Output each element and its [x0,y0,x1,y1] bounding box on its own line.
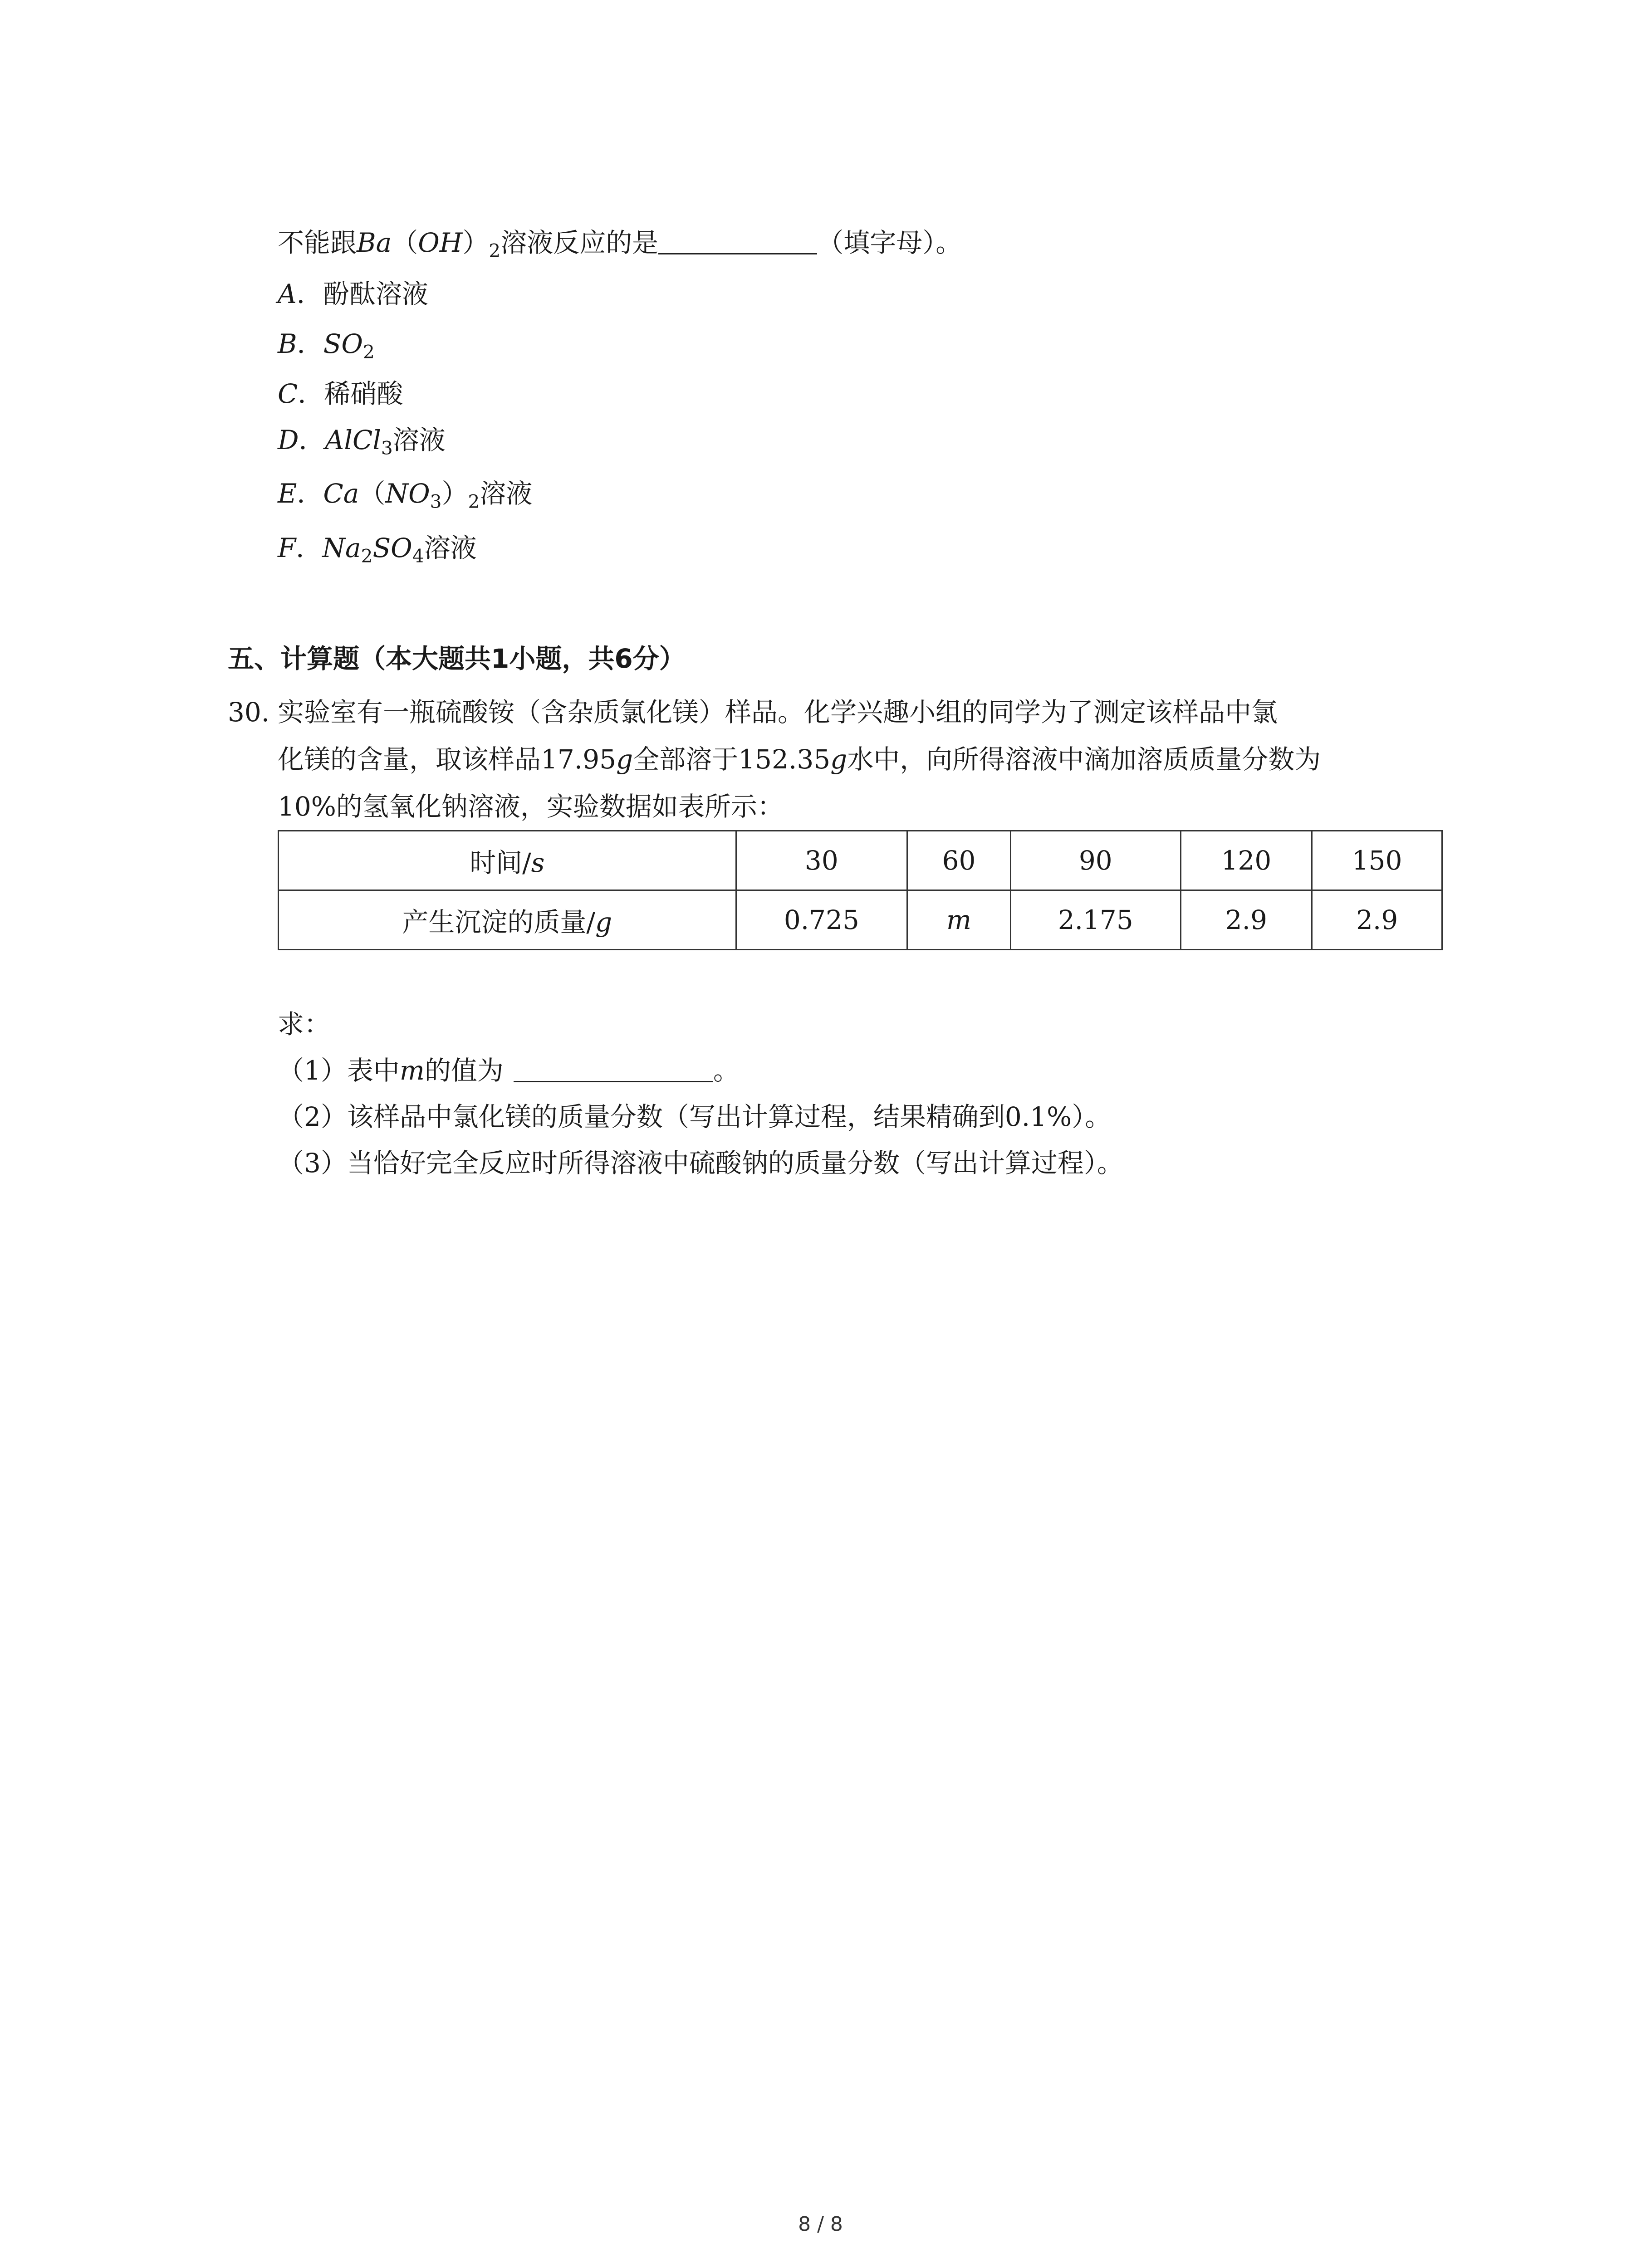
formula-ba: Ba [357,227,392,258]
table-cell: 2.175 [1010,890,1181,950]
answer-blank[interactable] [658,230,817,254]
subscript: 2 [361,545,373,567]
table-cell: 120 [1181,831,1312,890]
answer-blank[interactable] [514,1057,713,1082]
formula-alcl: AlCl [325,425,381,455]
option-text: 稀硝酸 [324,378,403,409]
formula-so: SO [372,533,412,563]
sub-question-text: 的值为 [424,1055,504,1086]
paren-left: （ [392,227,418,258]
sub-question-2: （2）该样品中氯化镁的质量分数（写出计算过程，结果精确到0.1%）。 [278,1101,1112,1132]
question-number: 30. [228,697,270,728]
unit-g: g [595,907,612,938]
option-c [278,376,403,412]
table-cell: 30 [736,831,907,890]
paren-right: ） [462,227,489,258]
subscript: 4 [412,545,424,567]
sub-question-1 [278,1052,740,1089]
table-cell: 2.9 [1312,890,1442,950]
option-letter: D [278,425,299,455]
table-cell: m [907,890,1011,950]
table-cell: 2.9 [1181,890,1312,950]
formula-na: Na [322,533,361,563]
subscript: 3 [430,490,442,513]
question-text: 水中，向所得溶液中滴加溶质质量分数为 [847,744,1321,775]
option-letter: F [278,533,296,563]
subscript: 2 [468,490,480,513]
formula-so: SO [323,328,363,359]
formula-ca: Ca [323,478,359,509]
option-text: 溶液 [392,425,446,455]
option-letter: C [278,378,298,409]
subscript: 2 [489,240,501,262]
subscript: 3 [381,437,393,459]
fill-hint: （填字母）。 [817,227,962,258]
option-text: 溶液 [424,533,477,563]
table-cell: 60 [907,831,1011,890]
paren-left: （ [359,478,386,509]
option-text: 酚酞溶液 [323,279,428,309]
sub-question-text: （1）表中 [278,1055,400,1086]
data-table [278,830,1443,950]
formula-oh: OH [418,227,463,258]
option-separator: ． [297,328,323,359]
option-e [278,475,532,512]
table-row-label [279,890,736,950]
subscript: 2 [362,341,375,363]
lead-text: 不能跟 [278,227,357,258]
unit-g: g [830,744,847,775]
table-header-label [279,831,736,890]
formula-no: NO [385,478,430,509]
question-line-1: 实验室有一瓶硫酸铵（含杂质氯化镁）样品。化学兴趣小组的同学为了测定该样品中氯 [278,697,1278,728]
option-b [278,326,375,362]
option-separator: ． [297,478,323,509]
question-text: 全部溶于152.35 [633,744,831,775]
table-row [279,831,1442,890]
option-d [278,422,446,458]
table-row [279,890,1442,950]
option-separator: ． [296,279,323,309]
option-letter: E [278,478,297,509]
table-cell: 0.725 [736,890,907,950]
option-separator: ． [299,425,325,455]
unit-g: g [616,744,633,775]
question-line-2 [278,741,1321,777]
question-lead [278,225,962,261]
question-line-3: 10%的氢氧化钠溶液，实验数据如表所示： [278,791,784,822]
sub-question-3: （3）当恰好完全反应时所得溶液中硫酸钠的质量分数（写出计算过程）。 [278,1148,1123,1178]
table-cell: 90 [1010,831,1181,890]
table-cell: 150 [1312,831,1442,890]
unit-s: s [531,847,545,878]
option-text: 溶液 [480,478,533,509]
option-separator: ． [298,378,324,409]
option-letter: A [278,279,297,309]
asks-intro: 求： [278,1009,331,1040]
header-text: 时间/ [470,847,531,878]
option-separator: ． [296,533,323,563]
page-number: 8 / 8 [798,2213,843,2236]
row-label-text: 产生沉淀的质量/ [402,907,595,938]
section-title: 五、计算题（本大题共1小题，共6分） [228,643,686,674]
sub-question-end: 。 [713,1055,740,1086]
option-a [278,276,428,312]
lead-text-2: 溶液反应的是 [500,227,659,258]
variable-m: m [399,1055,425,1086]
question-text: 化镁的含量，取该样品17.95 [278,744,617,775]
paren-right: ） [441,478,468,509]
option-f [278,530,477,566]
option-letter: B [278,328,297,359]
